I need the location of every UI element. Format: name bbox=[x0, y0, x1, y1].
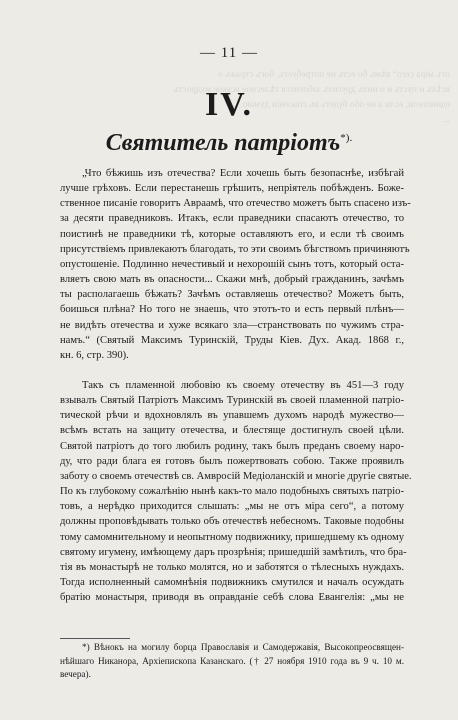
text-line: поистинѣ не праведники тѣ, которые оставляютъ его, и если тѣ своимъ bbox=[60, 228, 404, 240]
text-line: „Что бѣжишь изъ отечества? Если хочешь быть безопаснѣе, избѣгай bbox=[82, 168, 404, 179]
paragraph-quote bbox=[60, 166, 411, 363]
text-line: товъ, а нерѣдко приходится слышать: „мы не отъ міра сего“, а потому bbox=[60, 501, 404, 513]
text-line: Такъ съ пламенной любовію къ своему отечеству въ 451—3 году bbox=[82, 380, 404, 391]
text-line: тической рѣчи и вдохновлялъ въ упавшемъ духомъ народѣ мужество— bbox=[60, 410, 404, 422]
chapter-numeral: IV. bbox=[205, 86, 253, 123]
text-line: опустошеніе. Подлинно нечестивый и нехорошій сынъ тотъ, который оста- bbox=[60, 258, 404, 270]
text-line: Святой патріотъ до того любилъ родину, такъ былъ преданъ своему наро- bbox=[60, 440, 404, 452]
chapter-title bbox=[0, 130, 458, 157]
text-line: боишься плѣна? Но того не знаешь, что этотъ-то и есть первый плѣнъ— bbox=[60, 304, 404, 316]
text-line: вляетъ свою мать въ опасности... Скажи мнѣ, добрый гражданинъ, зачѣмъ bbox=[60, 274, 404, 286]
text-line: братію монастыря, приводя въ оправданіе себѣ слова Евангелія: „мы не bbox=[60, 592, 404, 604]
chapter-title-text: Святитель патріотъ bbox=[105, 130, 341, 156]
text-line: тія въ монастырѣ не только молятся, но и заботятся о тѣлесныхъ нуждахъ. bbox=[60, 561, 404, 573]
text-line: кн. 6, стр. 390). bbox=[60, 349, 129, 361]
text-line: святому игумену, имѣющему даръ прозрѣнія; пришедшій замѣтилъ, что бра- bbox=[60, 546, 407, 558]
paragraph-body bbox=[60, 378, 412, 605]
text-line: Тогда исполненный самомнѣнія подвижникъ смутился и началъ осуждать bbox=[60, 577, 404, 589]
text-line: взывалъ Святый Патріотъ Максимъ Туринскій въ своей пламенной патріо- bbox=[60, 395, 404, 407]
bleed-line: ... bbox=[442, 115, 450, 125]
footnote-line: нѣйшаго Никанора, Архіепископа Казанскаго. († 27 ноября 1910 года въ 9 ч. 10 м. bbox=[60, 655, 404, 666]
page-number: — 11 — bbox=[200, 45, 258, 61]
text-line: По къ глубокому сожалѣнію нынѣ какъ-то мало подобныхъ святыхъ патріо- bbox=[60, 486, 404, 498]
text-line: лучше грѣховъ. Если перестанешь грѣшить, непріятель побѣжденъ. Боже- bbox=[60, 183, 404, 195]
text-line: ду, что ради блага ея готовъ былъ пожертвовать собою. Также проявилъ bbox=[60, 455, 404, 467]
text-line: ты располагаешь бѣжать? Зачѣмъ оставляешь отечество? Можетъ быть, bbox=[60, 289, 404, 301]
text-line: должны проповѣдывать только объ отечествѣ небесномъ. Таковые подобны bbox=[60, 516, 404, 528]
text-line: ственное писаніе говоритъ Авраамѣ, что отечество можетъ быть спасено изъ- bbox=[60, 198, 411, 210]
text-line: тому самомнительному и неопытному подвижнику, пришедшему къ одному bbox=[60, 531, 404, 543]
footnote-line: *) Вѣнокъ на могилу борца Православія и Самодержавія, Высокопреосвящен- bbox=[82, 642, 404, 652]
footnote-divider bbox=[60, 638, 130, 639]
text-line: заботу о своемъ отечествѣ св. Амвросій Медіоланскій и многіе другіе святые. bbox=[60, 470, 412, 482]
text-line: намъ.“ (Святый Максимъ Туринскій, Труды Кіев. Дух. Акад. 1868 г., bbox=[60, 334, 404, 346]
text-line: присутствіемъ привлекаютъ благодать, то эти своимъ бѣгствомъ причиняютъ bbox=[60, 243, 410, 255]
footnote-line: вечера). bbox=[60, 669, 91, 679]
footnote-marker: *). bbox=[340, 132, 353, 144]
bleed-line: единотели, если а не обо будетъ въ спасеніи думаю, ... bbox=[231, 100, 450, 110]
footnote bbox=[60, 641, 404, 682]
bleed-line: всѣхъ и пусть и о нихъ другихъ заботится тѣлесное всякое мудрость bbox=[173, 85, 450, 95]
text-line: не видѣть отечества и хуже всякаго зла—странствовать по чужимъ стра- bbox=[60, 319, 404, 331]
text-line: всѣмъ встать на защиту отечества, и блестяще достигнулъ своей цѣли. bbox=[60, 425, 404, 437]
text-line: за десяти праведниковъ. Итакъ, если праведники спасаютъ отечество, то bbox=[60, 213, 404, 225]
bleed-line: отъ міра сего“ вѣмъ бо есть не потребуетъ, богъ стражь о bbox=[217, 70, 450, 80]
